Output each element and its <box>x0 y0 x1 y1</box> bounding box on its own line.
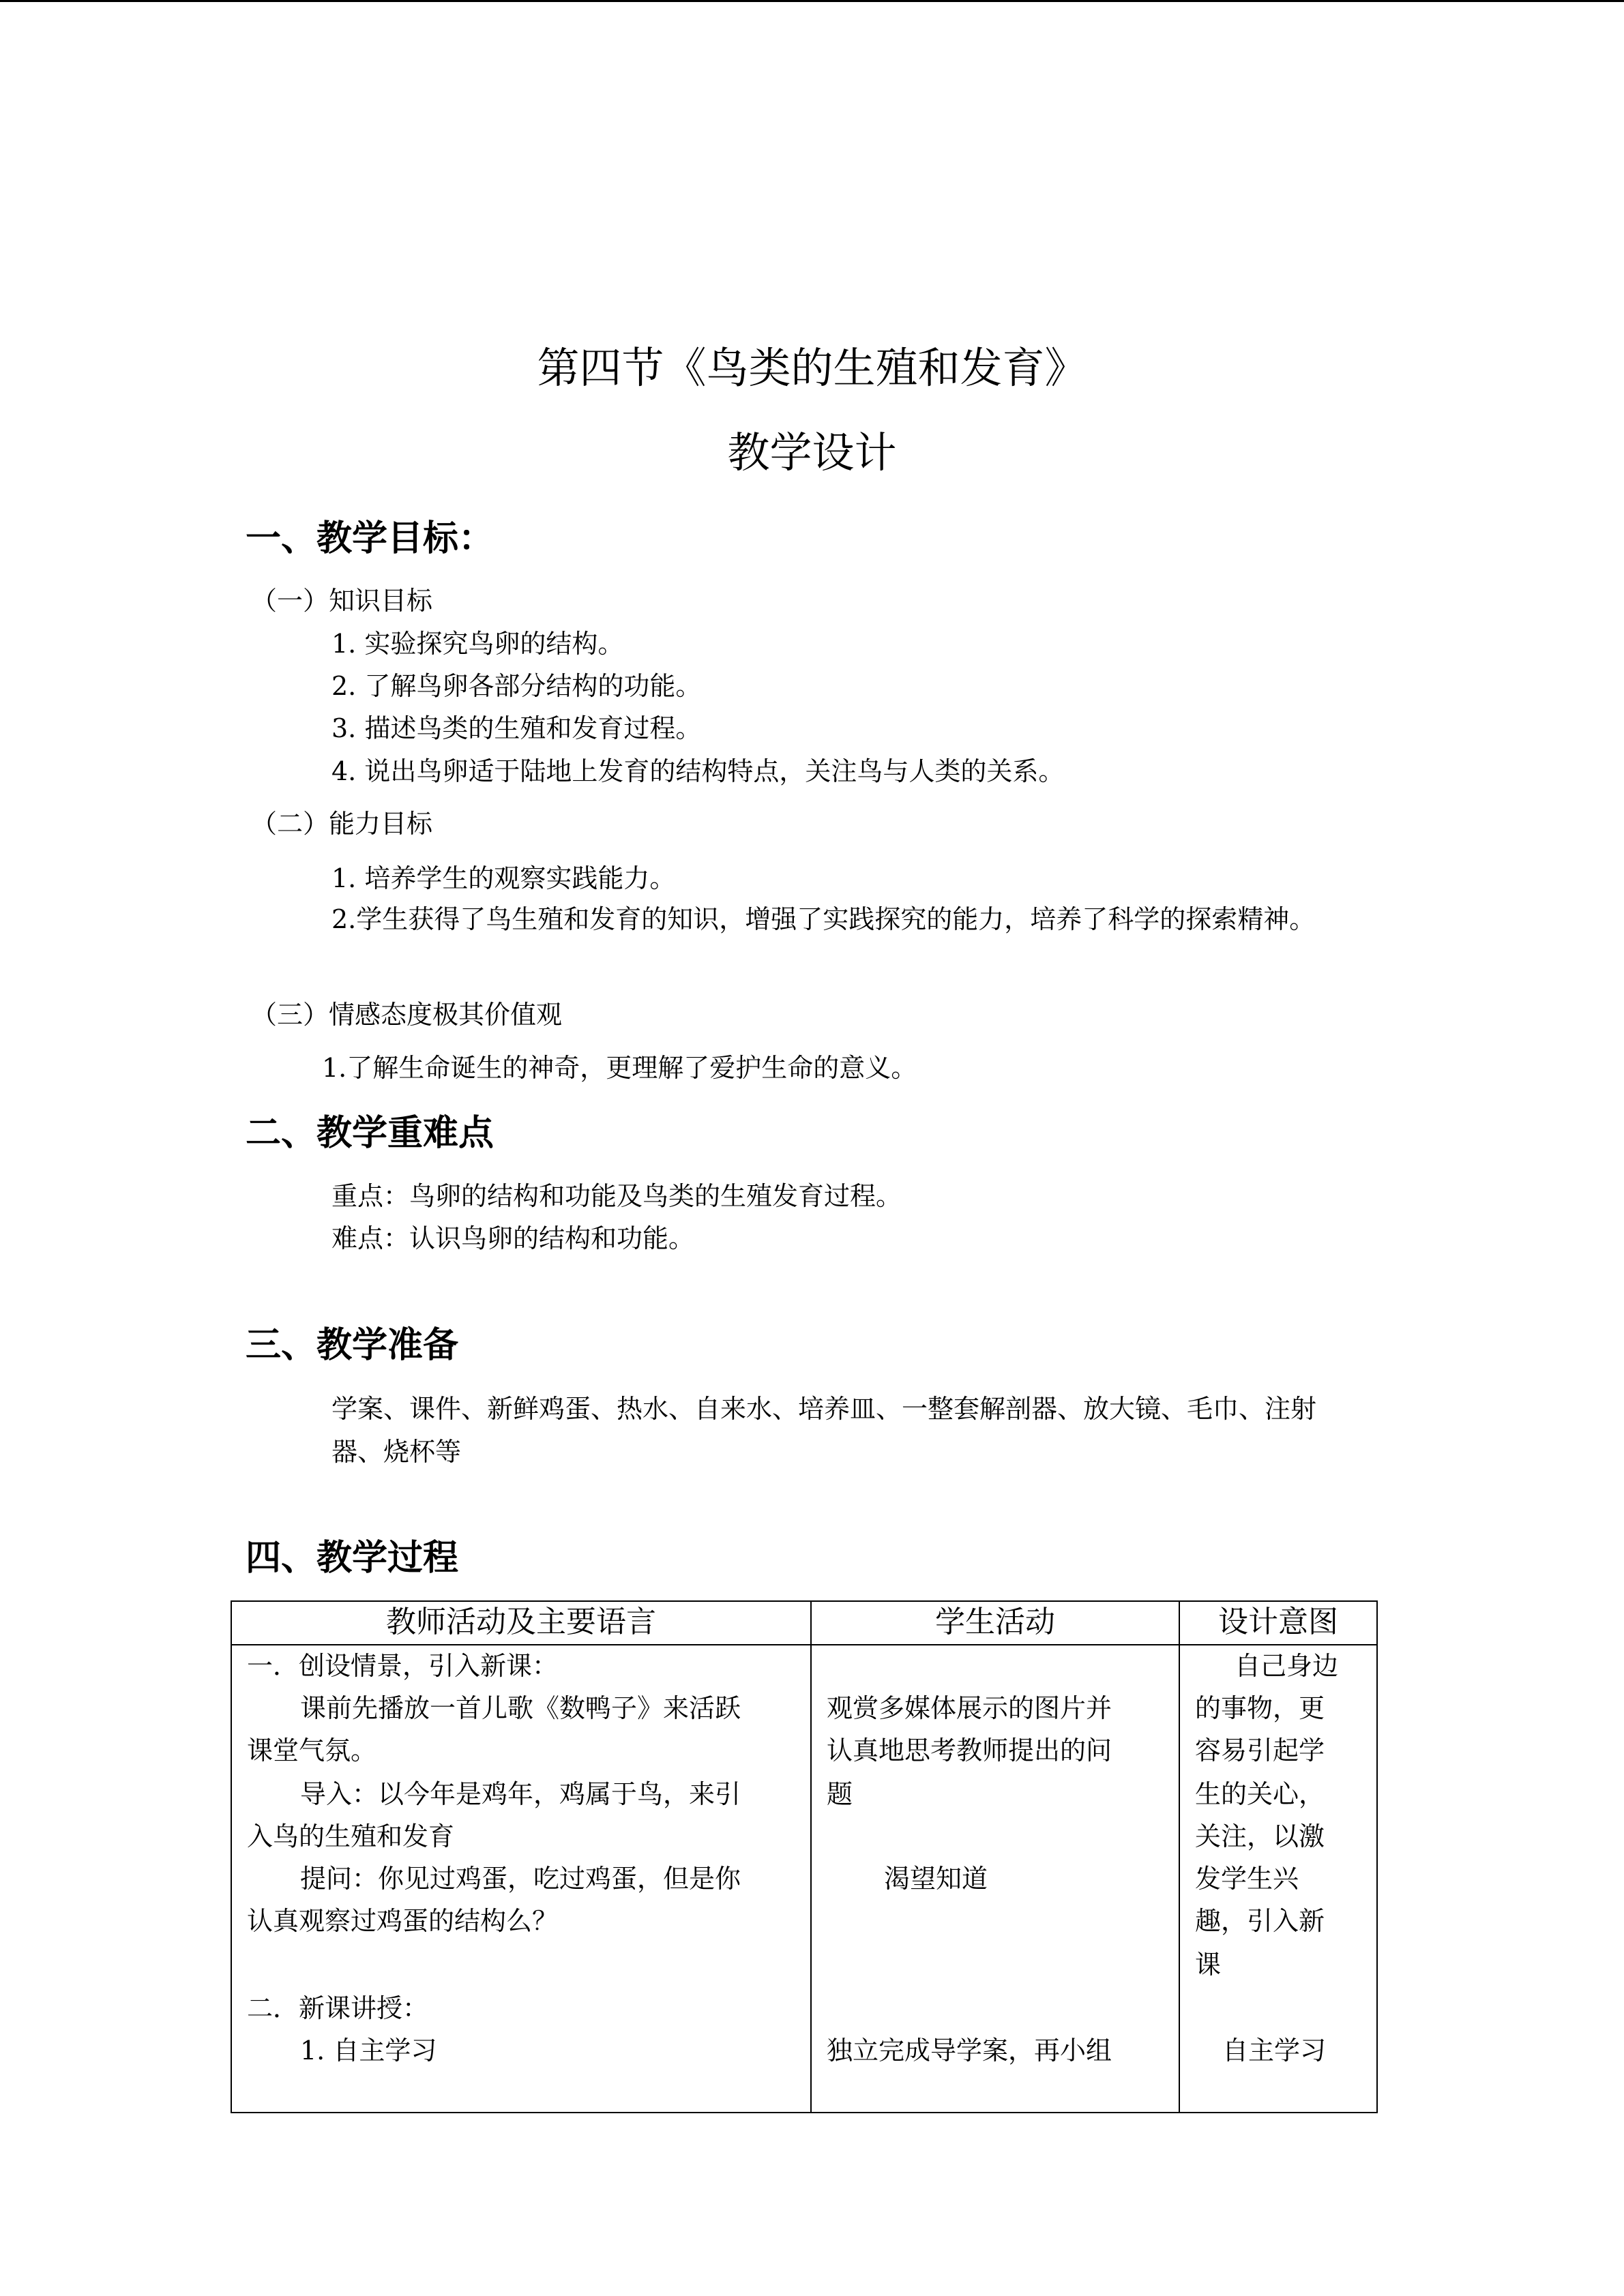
section-heading-key-points: 二、教学重难点 <box>246 1113 494 1154</box>
student-line-5: 独立完成导学案，再小组 <box>827 2036 1112 2066</box>
teacher-line-2: 课前先播放一首儿歌《数鸭子》来活跃 <box>300 1693 741 1723</box>
student-line-4: 渴望知道 <box>884 1864 988 1894</box>
knowledge-item-2: 2. 了解鸟卵各部分结构的功能。 <box>331 671 702 701</box>
section-heading-objectives: 一、教学目标： <box>246 518 494 559</box>
ability-item-1: 1. 培养学生的观察实践能力。 <box>331 863 676 893</box>
teacher-line-6: 提问：你见过鸡蛋，吃过鸡蛋，但是你 <box>300 1864 741 1894</box>
student-line-2: 认真地思考教师提出的问 <box>827 1735 1112 1765</box>
teacher-line-8: 二．新课讲授： <box>247 1993 429 2023</box>
key-point-text: 重点：鸟卵的结构和功能及鸟类的生殖发育过程。 <box>331 1181 902 1211</box>
intent-line-6: 发学生兴 <box>1195 1864 1299 1894</box>
intent-line-2: 的事物，更 <box>1195 1693 1325 1723</box>
teacher-line-4: 导入：以今年是鸡年，鸡属于鸟，来引 <box>300 1779 741 1809</box>
difficulty-text: 难点：认识鸟卵的结构和功能。 <box>331 1223 695 1253</box>
teacher-line-5: 入鸟的生殖和发育 <box>247 1821 455 1851</box>
intent-line-9: 自主学习 <box>1222 2036 1327 2066</box>
ability-objectives-label: （二）能力目标 <box>251 809 433 839</box>
document-subtitle: 教学设计 <box>727 428 897 477</box>
header-student-activity: 学生活动 <box>811 1601 1179 1645</box>
header-teacher-activity: 教师活动及主要语言 <box>231 1601 811 1645</box>
intent-line-8: 课 <box>1195 1950 1222 1980</box>
document-title: 第四节《鸟类的生殖和发育》 <box>537 343 1087 393</box>
knowledge-item-4: 4. 说出鸟卵适于陆地上发育的结构特点，关注鸟与人类的关系。 <box>331 756 1065 786</box>
top-border-line <box>0 0 1624 2</box>
teacher-activity-cell <box>231 1645 811 2113</box>
design-intent-cell <box>1179 1645 1377 2113</box>
emotion-item-1: 1.了解生命诞生的神奇，更理解了爱护生命的意义。 <box>322 1053 917 1083</box>
intent-line-4: 生的关心， <box>1195 1779 1325 1809</box>
header-design-intent: 设计意图 <box>1179 1601 1377 1645</box>
section-heading-preparation: 三、教学准备 <box>246 1325 459 1366</box>
teacher-line-7: 认真观察过鸡蛋的结构么？ <box>247 1906 559 1936</box>
intent-line-7: 趣，引入新 <box>1195 1906 1325 1936</box>
ability-item-2: 2.学生获得了鸟生殖和发育的知识，增强了实践探究的能力，培养了科学的探索精神。 <box>331 904 1316 934</box>
preparation-text: 学案、课件、新鲜鸡蛋、热水、自来水、培养皿、一整套解剖器、放大镜、毛巾、注射器、烧杯等 <box>331 1394 1317 1467</box>
teacher-line-1: 一．创设情景，引入新课： <box>247 1651 559 1681</box>
table-header-row <box>231 1601 1377 1645</box>
intent-line-5: 关注，以激 <box>1195 1821 1325 1851</box>
intent-line-1: 自己身边 <box>1235 1651 1339 1681</box>
student-line-1: 观赏多媒体展示的图片并 <box>827 1693 1112 1723</box>
teaching-process-table <box>231 1600 1378 2113</box>
table-row <box>231 1645 1377 2113</box>
intent-line-3: 容易引起学 <box>1195 1735 1325 1765</box>
student-line-3: 题 <box>827 1779 853 1809</box>
section-heading-process: 四、教学过程 <box>246 1538 459 1579</box>
teacher-line-9: 1. 自主学习 <box>300 2036 437 2066</box>
teacher-line-3: 课堂气氛。 <box>247 1735 377 1765</box>
student-activity-cell <box>811 1645 1179 2113</box>
knowledge-item-3: 3. 描述鸟类的生殖和发育过程。 <box>331 713 702 743</box>
emotion-objectives-label: （三）情感态度极其价值观 <box>251 1000 563 1030</box>
knowledge-objectives-label: （一）知识目标 <box>251 586 433 616</box>
knowledge-item-1: 1. 实验探究鸟卵的结构。 <box>331 629 624 659</box>
